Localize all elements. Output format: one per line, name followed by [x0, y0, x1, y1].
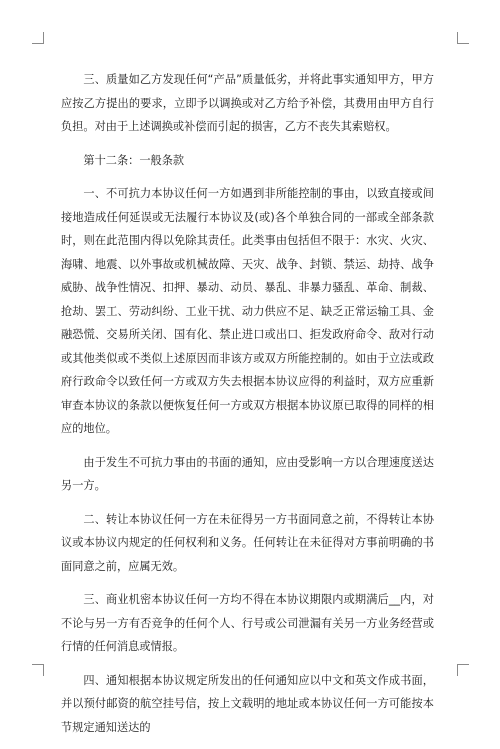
crop-mark-bottom-left [32, 664, 44, 676]
crop-mark-top-left [32, 32, 44, 44]
paragraph-assignment: 二、转让本协议任何一方在未征得另一方书面同意之前，不得转让本协议或本协议内规定的任何权利和义务。任何转让在未征得对方事前明确的书面同意之前，应属无效。 [61, 512, 434, 573]
article-twelve-heading: 第十二条：一般条款 [83, 153, 185, 167]
crop-mark-top-right [457, 32, 469, 44]
paragraph-force-majeure: 一、不可抗力本协议任何一方如遇到非所能控制的事由，以致直接或间接地造成任何延误或无法履行本协议及(或)各个单独合同的一部或全部条款时，则在此范围内得以免除其责任。此类事由包括但不限于：水灾、火灾、海啸、地震、以外事故或机械故障、天灾、战争、封锁、禁运、劫持、战争威胁、战争性情况、扣押、暴动、动员、暴乱、非暴力骚乱、革命、制裁、抢劫、罢工、劳动纠纷、工业干扰、动力供应不足、缺乏正常运输工具、金融恐慌、交易所关闭、国有化、禁止进口或出口、拒发政府命令、敌对行动或其他类似或不类似上述原因而非该方或双方所能控制的。如由于立法或政府行政命令以致任何一方或双方失去根据本协议应得的利益时，双方应重新审查本协议的条款以便恢复任何一方或双方根据本协议原已取得的同样的相应的地位。 [61, 187, 434, 435]
paragraph-trade-secrets: 三、商业机密本协议任何一方均不得在本协议期限内或期满后__内，对不论与另一方有否竞争的任何个人、行号或公司泄漏有关另一方业务经营或行情的任何消息或情报。 [61, 593, 434, 653]
crop-mark-bottom-right [457, 664, 469, 676]
paragraph-notices: 四、通知根据本协议规定所发出的任何通知应以中文和英文作成书面，并以预付邮资的航空挂号信，按上文载明的地址或本协议任何一方可能按本节规定通知送达的 [61, 673, 434, 734]
document-body [61, 68, 434, 749]
paragraph-force-majeure-notice: 由于发生不可抗力事由的书面的通知，应由受影响一方以合理速度送达另一方。 [61, 455, 434, 492]
paragraph-quality-clause: 三、质量如乙方发现任何“产品”质量低劣，并将此事实通知甲方，甲方应按乙方提出的要求，立即予以调换或对乙方给予补偿，其费用由甲方自行负担。对由于上述调换或补偿而引起的损害，乙方不丧失其索赔权。 [61, 73, 434, 133]
